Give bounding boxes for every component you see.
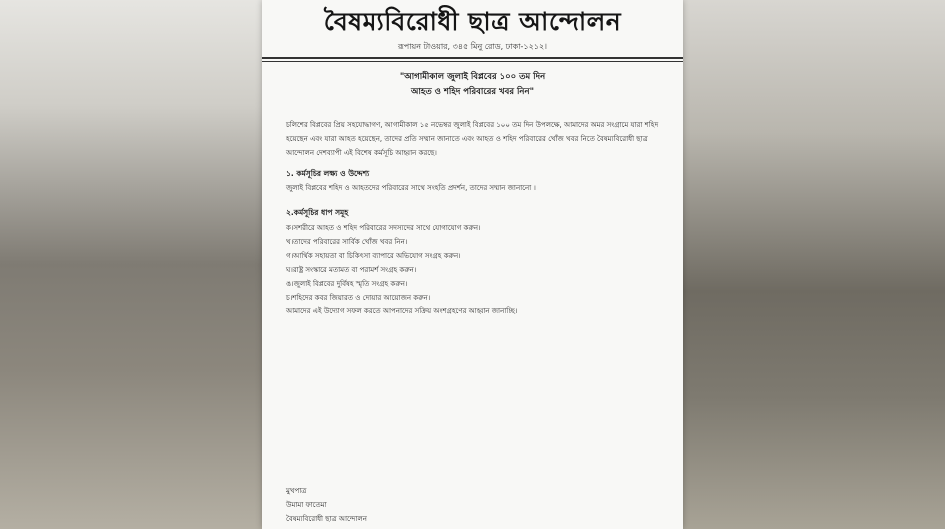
- signature-name: উমামা ফাতেমা: [286, 501, 327, 509]
- document-page: [262, 0, 683, 529]
- background-left-blur: [0, 0, 262, 529]
- section-1-title: ১. কর্মসূচির লক্ষ্য ও উদ্দেশ্য: [286, 169, 370, 178]
- intro-paragraph: চলিশের বিপ্লবের প্রিয় সহযোদ্ধাগণ, আগামীকাল ১৫ নভেম্বর জুলাই বিপ্লবের ১০০ তম দিন উপলক্ষে, আমাদের অমর সংগ্রামে যারা শহিদ হয়েছেন এবং যারা আহত হয়েছেন, তাদের প্রতি সম্মান জানাতে এবং আহত ও শহিদ পরিবারের খোঁজ খবর নিতে বৈষম্যবিরোধী ছাত্র আন্দোলন দেশব্যাপী এই বিশেষ কর্মসূচি আহ্বান করছে।: [286, 121, 659, 157]
- subject-line-2: আহত ও শহিদ পরিবারের খবর নিন": [410, 87, 535, 97]
- signature-block: [286, 484, 367, 526]
- subject-line-1: "আগামীকাল জুলাই বিপ্লবের ১০০ তম দিন: [399, 72, 546, 82]
- letterhead-divider: [262, 57, 683, 59]
- signature-org: বৈষম্যবিরোধী ছাত্র আন্দোলন: [286, 515, 367, 523]
- letterhead-address: রূপায়ন টাওয়ার, ৩৪৫ মিনু রোড, ঢাকা-১২১২।: [397, 42, 548, 51]
- list-item: ঙ।জুলাই বিপ্লবের দুর্বিষহ স্মৃতি সংগ্রহ করুন।: [286, 280, 408, 288]
- list-item: ঘ।রাষ্ট্র সংস্কারে মতামত বা পরামর্শ সংগ্রহ করুন।: [286, 266, 417, 274]
- list-item: খ।তাদের পরিবারের সার্বিক খোঁজ খবর নিন।: [286, 238, 408, 246]
- list-item: চ।শহিদের কবর জিয়ারত ও দোয়ার আয়োজন করুন।: [286, 294, 431, 302]
- letterhead-divider-thin: [262, 61, 683, 62]
- list-item: গ।আর্থিক সহায়তা বা চিকিৎসা ব্যাপারে অভিযোগ সংগ্রহ করুন।: [286, 252, 461, 260]
- letterhead-title: বৈষম্যবিরোধী ছাত্র আন্দোলন: [323, 7, 622, 36]
- section-2-title: ২.কর্মসূচির ধাপ সমূহ: [286, 208, 349, 217]
- list-item: ক।সশরীরে আহত ও শহিদ পরিবারের সদস্যদের সাথে যোগাযোগ করুন।: [286, 224, 481, 232]
- program-steps-list: [286, 221, 481, 305]
- section-1-body: জুলাই বিপ্লবের শহিদ ও আহতদের পরিবারের সাথে সংহতি প্রদর্শন, তাদের সম্মান জানানো ।: [286, 184, 536, 192]
- subject-heading: [262, 70, 683, 100]
- background-right-blur: [683, 0, 945, 529]
- closing-line: আমাদের এই উদ্যোগ সফল করতে আপনাদের সক্রিয় অংশগ্রহণের আহ্বান জানাচ্ছি।: [286, 307, 518, 315]
- signature-role: মুখপাত্র: [286, 487, 307, 495]
